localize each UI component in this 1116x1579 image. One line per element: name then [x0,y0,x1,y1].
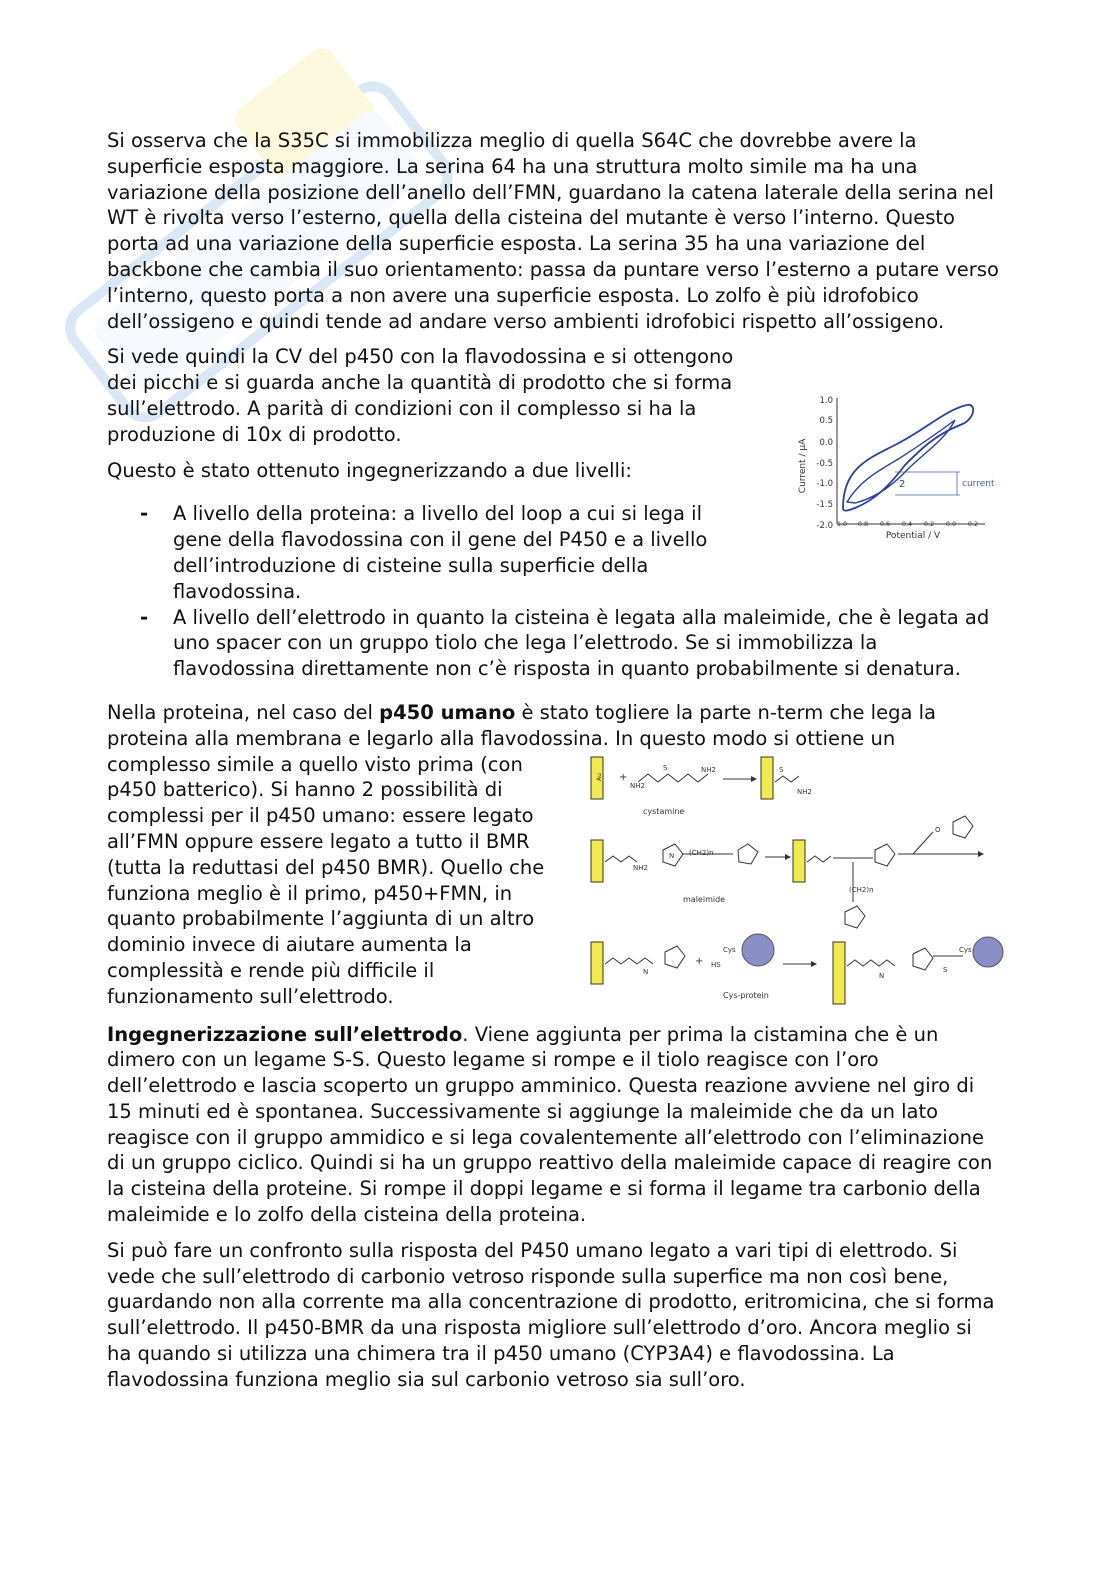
cv-figure [795,390,1000,540]
section-heading: Ingegnerizzazione sull’elettrodo [107,1022,463,1046]
gold-electrode [591,840,603,882]
list-item [107,605,1002,682]
n-label: N [669,852,675,860]
peak-label: 2 [899,479,906,490]
bold-term: p450 umano [379,700,516,724]
leaving-arrow [913,832,933,854]
text-run: Nella proteina, nel caso del [107,700,380,724]
electrode-label: Au [596,773,603,781]
o-label: O [935,826,941,834]
thiol-chain [605,856,637,862]
amine-label: NH2 [630,782,645,790]
protein-icon [973,937,1003,967]
list-item-text: A livello dell’elettrodo in quanto la cisteina è legata alla maleimide, che è legata ad uno spacer con un gruppo tiolo che lega l’elettrodo. Se si immobilizza la flavodossina direttamente non c’è risposta in quanto probabilmente si denatura. [173,605,990,681]
maleimide-ring [845,906,865,928]
bullet-dash: - [140,502,149,526]
succinimide-ring [913,948,933,970]
y-tick-label: -0.5 [816,459,833,469]
amine-label: NH2 [701,766,716,774]
plus-sign: + [619,772,628,783]
gold-electrode [591,942,603,984]
arrow-head [811,961,817,967]
maleimide-label: maleimide [683,895,726,904]
ch2n-label: (CH2)n [849,886,874,894]
current-annotation: current [962,479,995,489]
paragraph-elettrodo [107,1022,1002,1228]
arrow-head [978,851,984,857]
hs-label: HS [711,961,721,969]
protein-label: Cys-protein [723,991,769,1000]
x-tick-label: 0.2 [923,520,935,528]
y-tick-label: -1.5 [816,500,833,510]
linker-chain [605,958,653,964]
y-tick-label: 0.5 [819,416,833,426]
protein-icon [742,934,774,966]
cys-label: Cys [959,946,972,954]
text-run: è stato togliere la parte n-term che lega la proteina alla membrana e legarlo alla flavodossina. In questo modo si ottiene un [107,700,936,750]
gold-electrode [761,757,773,799]
y-axis-label: Current / µA [798,438,808,494]
gold-electrode [833,942,845,1004]
leaving-group-ring [953,816,973,838]
cystamine-label: cystamine [643,807,685,816]
plus-sign: + [695,956,704,967]
thiol-chain [775,776,799,782]
sulfur-label: S [943,966,948,974]
paragraph-confronto: Si può fare un confronto sulla risposta del P450 umano legato a vari tipi di elettrodo. Si vede che sull’elettrodo di carbonio vetroso risponde sulla superfice ma non così bene, guardando non alla corrente ma alla concentrazione di prodotto, eritromicina, che si forma sull’elettrodo. Il p450-BMR da una risposta migliore sull’elettrodo d’oro. Ancora meglio si ha quando si utilizza una chimera tra il p450 umano (CYP3A4) e flavodossina. La flavodossina funziona meglio sia sul carbonio vetroso sia sull’oro. [107,1238,995,1391]
list-item-text: A livello della proteina: a livello del loop a cui si lega il gene della flavodossina con il gene del P450 e a livello dell’introduzione di cisteine sulla superficie della flavodossina. [173,502,708,603]
y-tick-label: 0.0 [819,438,833,448]
thiol-chain [807,856,831,862]
x-tick-label: 0.8 [857,520,869,528]
ch2n-label: (CH2)n [689,849,714,857]
paragraph-two-levels: Questo è stato ottenuto ingegnerizzando a due livelli: [107,458,632,482]
y-tick-label: -2.0 [816,521,833,531]
x-tick-label: 0.0 [945,520,957,528]
n-label: N [879,972,885,980]
succinimide-ring [738,844,758,864]
sulfur-label: S [663,764,668,772]
paragraph-cv: Si vede quindi la CV del p450 con la flavodossina e si ottengono dei picchi e si guarda anche la quantità di prodotto che si forma sull’elettrodo. A parità di condizioni con il complesso si ha la produzione di 10x di prodotto. [107,345,734,446]
cys-label: Cys [723,946,736,954]
x-tick-label: 0.6 [879,520,891,528]
arrow-head [785,854,791,860]
arrow-head [751,776,757,782]
y-tick-label: -1.0 [816,479,833,489]
paragraph-complesso: complesso simile a quello visto prima (con p450 batterico). Si hanno 2 possibilità di complessi per il p450 umano: essere legato all’FMN oppure essere legato a tutto il BMR (tutta la reduttasi del p450 BMR). Quello che funziona meglio è il primo, p450+FMN, in quanto probabilmente l’aggiunta di un altro dominio invece di aiutare aumenta la complessità e rende più difficile il funzionamento sull’elettrodo. [107,752,545,1008]
sulfur-label: S [779,766,784,774]
cystamine-chain [638,774,708,782]
chem-scheme-figure [583,752,1008,1010]
x-tick-label: 1.0 [836,520,848,528]
cv-curve-inner [847,420,955,503]
maleimide-ring [665,946,685,968]
gold-electrode [793,840,805,882]
linker-chain [847,960,895,966]
succinimide-ring [875,844,895,866]
x-tick-label: 0.2 [967,520,979,528]
amine-label: NH2 [633,864,648,872]
paragraph-p450-umano [107,700,1002,752]
text-run: . Viene aggiunta per prima la cistamina che è un dimero con un legame S-S. Questo legame si rompe e il tiolo reagisce con l’oro dell’elettrodo e lascia scoperto un gruppo amminico. Questa reazione avviene nel giro di 15 minuti ed è spontanea. Successivamente si aggiunge la maleimide che da un lato reagisce con il gruppo ammidico e si lega covalentemente all’elettrodo con l’eliminazione di un gruppo ciclico. Quindi si ha un gruppo reattivo della maleimide capace di reagire con la cisteina della proteine. Si rompe il doppi legame e si forma il legame tra carbonio della maleimide e lo zolfo della cisteina della proteina. [107,1022,993,1227]
bullet-dash: - [140,605,149,629]
n-label: N [643,968,649,976]
y-tick-label: 1.0 [819,396,833,406]
x-axis-label: Potential / V [885,531,941,540]
amine-label: NH2 [797,788,812,796]
paragraph-s35c: Si osserva che la S35C si immobilizza meglio di quella S64C che dovrebbe avere la superficie esposta maggiore. La serina 64 ha una struttura molto simile ma ha una variazione della posizione dell’anello dell’FMN, guardano la catena laterale della serina nel WT è rivolta verso l’esterno, quella della cisteina del mutante è verso l’interno. Questo porta ad una variazione della superficie esposta. La serina 35 ha una variazione del backbone che cambia il suo orientamento: passa da puntare verso l’esterno a putare verso l’interno, questo porta a non avere una superficie esposta. Lo zolfo è più idrofobico dell’ossigeno e quindi tende ad andare verso ambienti idrofobici rispetto all’ossigeno. [107,129,999,333]
x-tick-label: 0.4 [901,520,913,528]
